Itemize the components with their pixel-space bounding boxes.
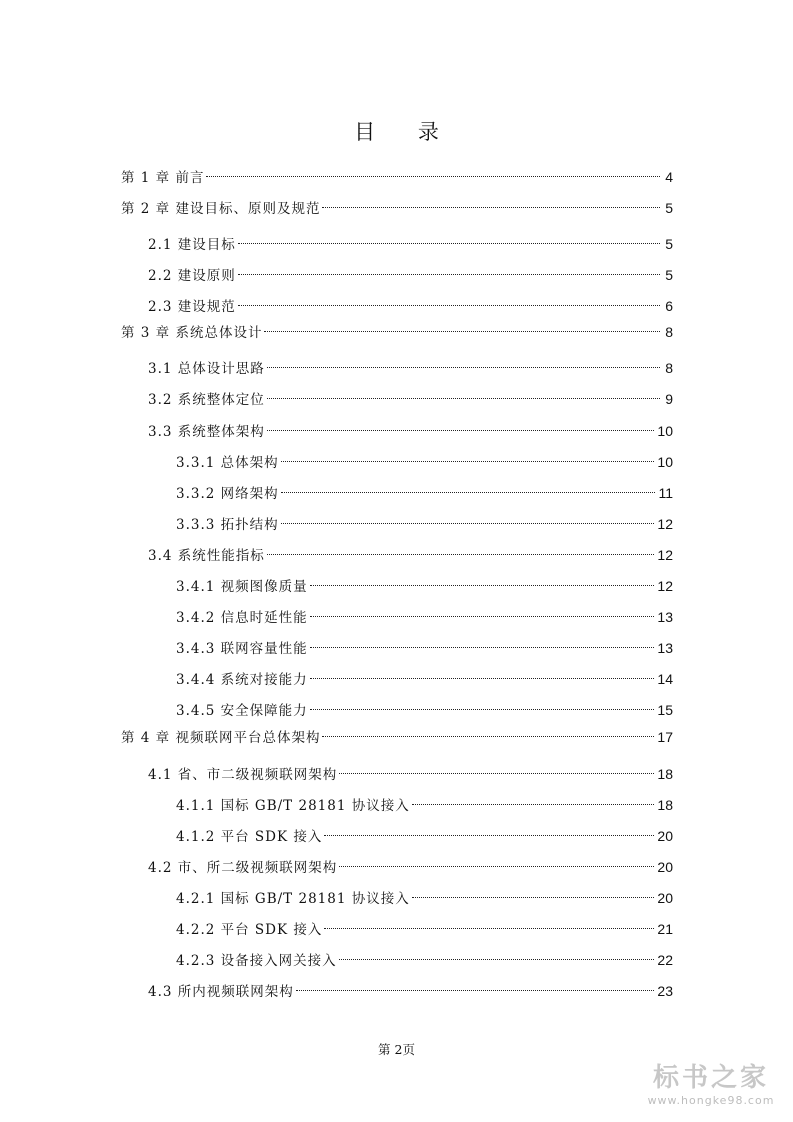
toc-leader-dots [264,317,660,337]
toc-leader-dots [412,790,655,810]
toc-page-number: 22 [657,952,673,968]
toc-entry-label: 4.1 省、市二级视频联网架构 [148,767,338,783]
toc-entry-label: 4.1.1 国标 GB/T 28181 协议接入 [176,798,410,814]
toc-page-number: 18 [657,797,673,813]
toc-leader-dots [296,976,655,996]
toc-page-number: 15 [657,702,673,718]
toc-entry-label: 2.2 建设原则 [148,268,236,284]
toc-entry-label: 4.2.2 平台 SDK 接入 [176,922,323,938]
toc-page-number: 10 [657,454,673,470]
toc-leader-dots [206,162,660,182]
toc-entry-subsection[interactable] [176,914,673,938]
toc-leader-dots [310,695,655,715]
toc-leader-dots [267,540,655,560]
toc-leader-dots [267,384,660,404]
toc-page-number: 17 [657,729,673,745]
toc-entry-label: 3.3 系统整体架构 [148,424,265,440]
toc-entry-subsection[interactable] [176,478,673,502]
toc-entry-section[interactable] [148,540,673,564]
toc-entry-subsection[interactable] [176,571,673,595]
toc-entry-subsection[interactable] [176,633,673,657]
toc-entry-section[interactable] [148,384,673,408]
toc-page-number: 6 [665,298,673,314]
toc-page-number: 5 [665,236,673,252]
toc-page-number: 13 [657,609,673,625]
toc-entry-subsection[interactable] [176,821,673,845]
toc-entry-label: 3.3.3 拓扑结构 [176,517,279,533]
toc-entry-chapter[interactable] [121,317,673,341]
toc-entry-subsection[interactable] [176,447,673,471]
toc-leader-dots [310,633,655,653]
toc-leader-dots [267,416,655,436]
toc-entry-label: 3.4.1 视频图像质量 [176,579,308,595]
toc-entry-label: 2.1 建设目标 [148,237,236,253]
toc-page-number: 20 [657,890,673,906]
toc-entry-label: 3.4.4 系统对接能力 [176,672,308,688]
toc-leader-dots [267,353,660,373]
toc-page-number: 13 [657,640,673,656]
toc-entry-label: 3.3.1 总体架构 [176,455,279,471]
toc-entry-section[interactable] [148,353,673,377]
toc-page-number: 12 [657,578,673,594]
toc-leader-dots [238,229,660,249]
toc-entry-section[interactable] [148,260,673,284]
toc-page-number: 23 [657,983,673,999]
toc-page-number: 20 [657,828,673,844]
toc-entry-label: 3.4.2 信息时延性能 [176,610,308,626]
toc-page-number: 4 [665,169,673,185]
toc-page-number: 10 [657,423,673,439]
toc-leader-dots [324,821,654,841]
toc-leader-dots [238,260,660,280]
toc-entry-chapter[interactable] [121,162,673,186]
toc-entry-label: 4.2 市、所二级视频联网架构 [148,860,338,876]
toc-leader-dots [322,193,660,213]
toc-page-number: 12 [657,516,673,532]
watermark-url: www.hongke98.com [647,1094,775,1107]
toc-leader-dots [310,664,655,684]
toc-leader-dots [339,852,654,872]
toc-entry-chapter[interactable] [121,722,673,746]
toc-leader-dots [281,447,655,467]
toc-leader-dots [310,571,655,591]
toc-leader-dots [238,291,660,311]
toc-page-number: 8 [665,360,673,376]
toc-entry-section[interactable] [148,416,673,440]
toc-entry-label: 3.4.3 联网容量性能 [176,641,308,657]
toc-leader-dots [310,602,655,622]
toc-title: 目 录 [354,120,457,144]
toc-page-number: 9 [665,391,673,407]
toc-leader-dots [339,759,654,779]
toc-entry-subsection[interactable] [176,945,673,969]
toc-entry-label: 第 3 章 系统总体设计 [121,325,263,341]
toc-page-number: 12 [657,547,673,563]
toc-entry-subsection[interactable] [176,883,673,907]
toc-page-number: 5 [665,200,673,216]
toc-entry-label: 3.2 系统整体定位 [148,392,265,408]
toc-leader-dots [324,914,654,934]
toc-entry-section[interactable] [148,976,673,1000]
toc-page-number: 11 [658,485,673,501]
page-footer: 第 2页 [378,1042,415,1057]
toc-entry-label: 3.4.5 安全保障能力 [176,703,308,719]
toc-page-number: 21 [657,921,673,937]
toc-page-number: 20 [657,859,673,875]
toc-entry-label: 4.2.1 国标 GB/T 28181 协议接入 [176,891,410,907]
toc-entry-section[interactable] [148,852,673,876]
toc-leader-dots [281,478,656,498]
watermark-logo [641,1062,781,1108]
toc-entry-subsection[interactable] [176,695,673,719]
toc-leader-dots [322,722,654,742]
toc-entry-section[interactable] [148,291,673,315]
toc-entry-subsection[interactable] [176,509,673,533]
toc-entry-label: 4.3 所内视频联网架构 [148,984,294,1000]
toc-entry-label: 第 1 章 前言 [121,170,205,186]
toc-entry-subsection[interactable] [176,790,673,814]
toc-entry-section[interactable] [148,229,673,253]
toc-page-number: 14 [657,671,673,687]
toc-entry-label: 3.4 系统性能指标 [148,548,265,564]
toc-page-number: 8 [665,324,673,340]
toc-entry-chapter[interactable] [121,193,673,217]
toc-entry-label: 第 4 章 视频联网平台总体架构 [121,730,321,746]
toc-entry-subsection[interactable] [176,602,673,626]
watermark-brand: 标书之家 [652,1063,769,1093]
toc-leader-dots [412,883,655,903]
toc-entry-label: 4.2.3 设备接入网关接入 [176,953,337,969]
toc-entry-label: 3.3.2 网络架构 [176,486,279,502]
toc-entry-subsection[interactable] [176,664,673,688]
toc-entry-label: 4.1.2 平台 SDK 接入 [176,829,323,845]
toc-page-number: 18 [657,766,673,782]
toc-leader-dots [339,945,655,965]
toc-entry-label: 3.1 总体设计思路 [148,361,265,377]
toc-entry-label: 第 2 章 建设目标、原则及规范 [121,201,321,217]
toc-leader-dots [281,509,655,529]
toc-page-number: 5 [665,267,673,283]
toc-entry-label: 2.3 建设规范 [148,299,236,315]
toc-entry-section[interactable] [148,759,673,783]
